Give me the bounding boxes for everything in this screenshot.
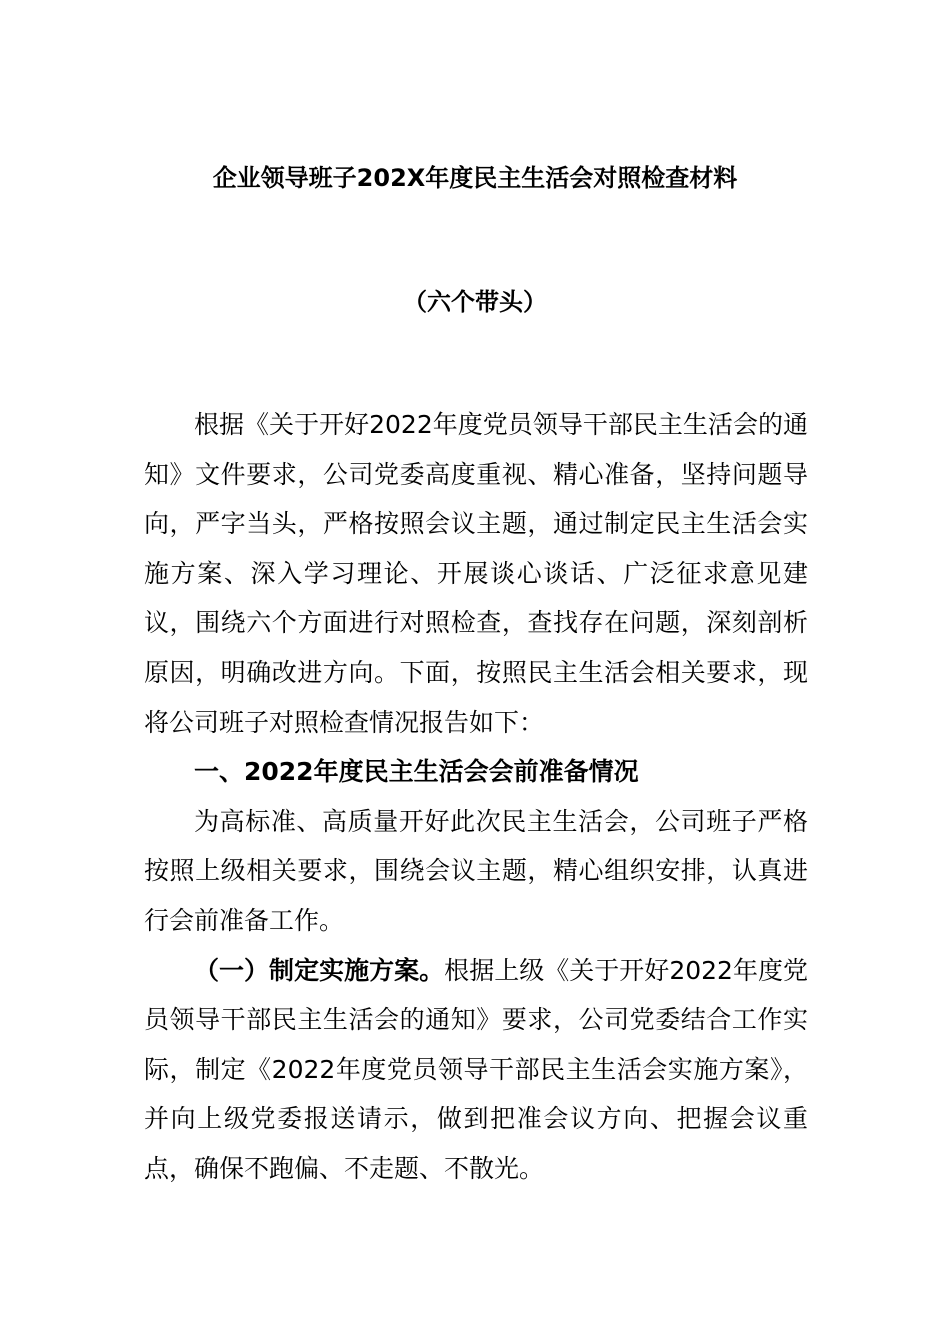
document-subtitle: （六个带头） [403,288,547,316]
section-paragraph: 为高标准、高质量开好此次民主生活会，公司班子严格按照上级相关要求，围绕会议主题，精心组织安排，认真进行会前准备工作。 [144,806,808,935]
subsection-heading: （一）制定实施方案。 [194,955,445,985]
subsection-text: 根据上级《关于开好2022年度党员领导干部民主生活会的通知》要求，公司党委结合工作实际，制定《2022年度党员领导干部民主生活会实施方案》，并向上级党委报送请示，做到把准会议方向、把握会议重点，确保不跑偏、不走题、不散光。 [144,955,808,1183]
document-title: 企业领导班子202X年度民主生活会对照检查材料 [212,164,738,192]
section-heading: 一、2022年度民主生活会会前准备情况 [194,757,639,787]
subsection-paragraph [144,946,808,1194]
intro-paragraph: 根据《关于开好2022年度党员领导干部民主生活会的通知》文件要求，公司党委高度重视、精心准备，坚持问题导向，严字当头，严格按照会议主题，通过制定民主生活会实施方案、深入学习理论、开展谈心谈话、广泛征求意见建议，围绕六个方面进行对照检查，查找存在问题，深刻剖析原因，明确改进方向。下面，按照民主生活会相关要求，现将公司班子对照检查情况报告如下： [144,410,808,737]
document-body [144,400,808,1194]
